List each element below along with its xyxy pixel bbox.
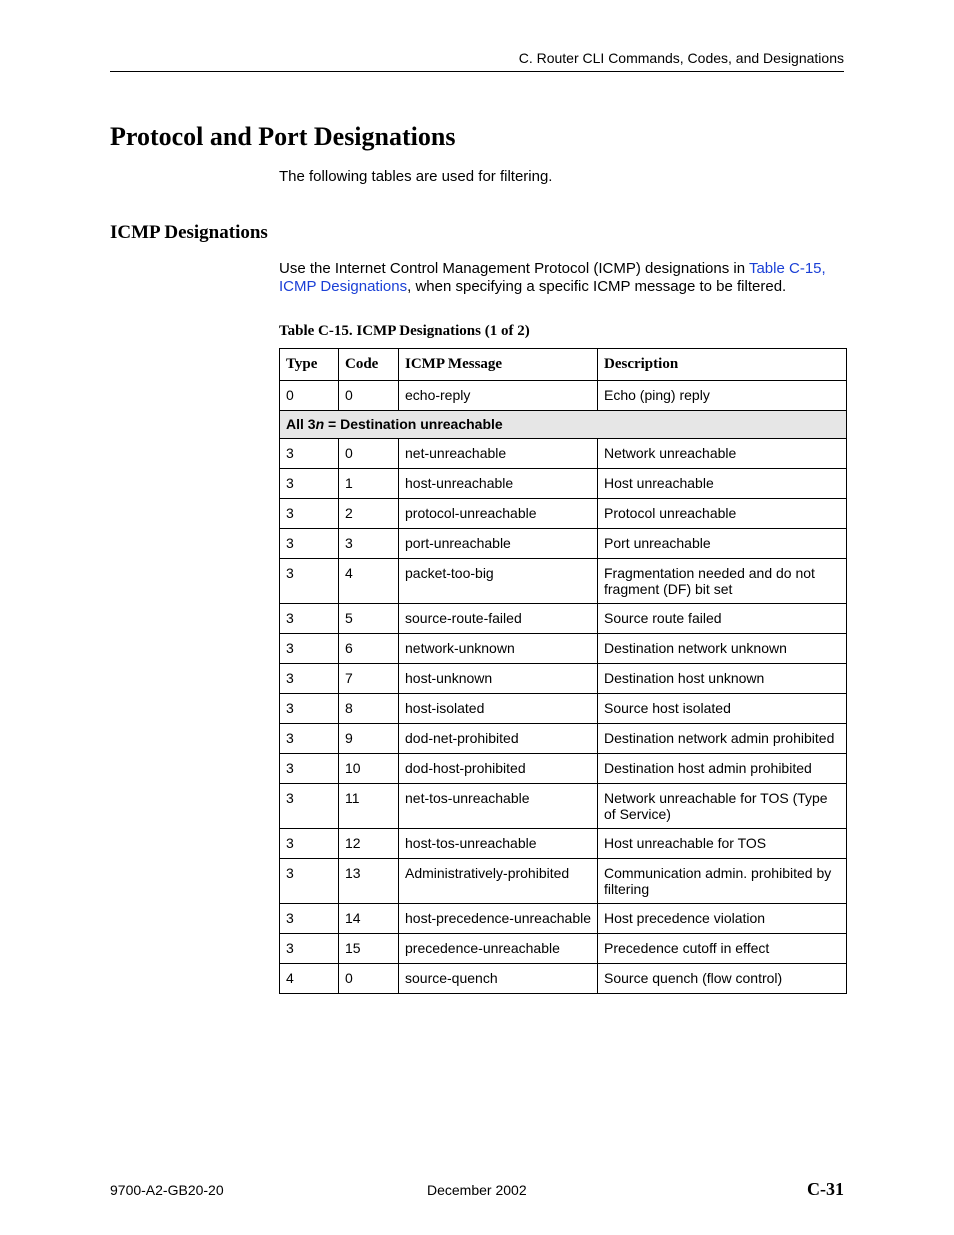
table-row (280, 499, 847, 529)
code-cell: 10 (339, 754, 399, 784)
paragraph-text-after: , when specifying a specific ICMP message to be filtered. (407, 278, 787, 295)
code-cell: 9 (339, 724, 399, 754)
icmp-message-cell: Administratively-prohibited (399, 859, 598, 904)
table-row (280, 469, 847, 499)
table-header-row (280, 349, 847, 381)
icmp-message-cell: precedence-unreachable (399, 934, 598, 964)
section-paragraph (279, 260, 845, 296)
description-cell: Port unreachable (598, 529, 847, 559)
table-caption: Table C-15. ICMP Designations (1 of 2) (279, 323, 530, 339)
icmp-message-cell: protocol-unreachable (399, 499, 598, 529)
type-cell: 3 (280, 469, 339, 499)
icmp-message-cell: host-tos-unreachable (399, 829, 598, 859)
type-cell: 3 (280, 664, 339, 694)
code-cell: 4 (339, 559, 399, 604)
footer-page-number: C-31 (807, 1179, 844, 1199)
column-header-type: Type (280, 349, 339, 381)
column-header-icmp-message: ICMP Message (399, 349, 598, 381)
group-row (280, 411, 847, 439)
group-label-variable: n (315, 416, 325, 432)
page-title: Protocol and Port Designations (110, 122, 456, 151)
type-cell: 3 (280, 904, 339, 934)
type-cell: 3 (280, 634, 339, 664)
table-row (280, 381, 847, 411)
group-label (280, 411, 847, 439)
description-cell: Protocol unreachable (598, 499, 847, 529)
code-cell: 15 (339, 934, 399, 964)
icmp-message-cell: source-route-failed (399, 604, 598, 634)
table-row (280, 604, 847, 634)
code-cell: 0 (339, 381, 399, 411)
table-row (280, 694, 847, 724)
type-cell: 3 (280, 559, 339, 604)
type-cell: 3 (280, 829, 339, 859)
group-label-prefix: All 3 (286, 416, 316, 432)
table-row (280, 439, 847, 469)
description-cell: Network unreachable (598, 439, 847, 469)
description-cell: Source quench (flow control) (598, 964, 847, 994)
type-cell: 4 (280, 964, 339, 994)
type-cell: 3 (280, 499, 339, 529)
column-header-code: Code (339, 349, 399, 381)
description-cell: Host unreachable (598, 469, 847, 499)
section-heading: ICMP Designations (110, 222, 268, 243)
description-cell: Network unreachable for TOS (Type of Service) (598, 784, 847, 829)
footer-date: December 2002 (427, 1182, 527, 1198)
description-cell: Precedence cutoff in effect (598, 934, 847, 964)
icmp-message-cell: network-unknown (399, 634, 598, 664)
code-cell: 2 (339, 499, 399, 529)
description-cell: Host unreachable for TOS (598, 829, 847, 859)
code-cell: 1 (339, 469, 399, 499)
code-cell: 12 (339, 829, 399, 859)
table-row (280, 664, 847, 694)
icmp-message-cell: source-quench (399, 964, 598, 994)
type-cell: 3 (280, 859, 339, 904)
table-row (280, 964, 847, 994)
icmp-message-cell: packet-too-big (399, 559, 598, 604)
footer-doc-number: 9700-A2-GB20-20 (110, 1182, 224, 1198)
description-cell: Destination host admin prohibited (598, 754, 847, 784)
table-row (280, 634, 847, 664)
description-cell: Echo (ping) reply (598, 381, 847, 411)
description-cell: Communication admin. prohibited by filtering (598, 859, 847, 904)
code-cell: 13 (339, 859, 399, 904)
type-cell: 3 (280, 724, 339, 754)
icmp-message-cell: host-unreachable (399, 469, 598, 499)
type-cell: 3 (280, 934, 339, 964)
description-cell: Destination network unknown (598, 634, 847, 664)
table-row (280, 559, 847, 604)
running-header: C. Router CLI Commands, Codes, and Designations (518, 50, 844, 66)
icmp-message-cell: host-unknown (399, 664, 598, 694)
icmp-message-cell: net-tos-unreachable (399, 784, 598, 829)
icmp-message-cell: net-unreachable (399, 439, 598, 469)
group-label-suffix: = Destination unreachable (324, 416, 503, 432)
type-cell: 3 (280, 439, 339, 469)
table-row (280, 934, 847, 964)
table-row (280, 784, 847, 829)
code-cell: 7 (339, 664, 399, 694)
column-header-description: Description (598, 349, 847, 381)
code-cell: 3 (339, 529, 399, 559)
code-cell: 11 (339, 784, 399, 829)
paragraph-text-before: Use the Internet Control Management Protocol (ICMP) designations in (279, 260, 749, 277)
code-cell: 0 (339, 964, 399, 994)
description-cell: Source host isolated (598, 694, 847, 724)
type-cell: 3 (280, 529, 339, 559)
icmp-message-cell: echo-reply (399, 381, 598, 411)
description-cell: Destination network admin prohibited (598, 724, 847, 754)
table-row (280, 859, 847, 904)
table-row (280, 904, 847, 934)
type-cell: 3 (280, 694, 339, 724)
table-reference-link[interactable]: Table C-15, ICMP Designations (279, 260, 826, 295)
table-row (280, 754, 847, 784)
type-cell: 3 (280, 604, 339, 634)
description-cell: Source route failed (598, 604, 847, 634)
icmp-designations-table (279, 348, 847, 994)
icmp-message-cell: host-isolated (399, 694, 598, 724)
table-row (280, 724, 847, 754)
type-cell: 0 (280, 381, 339, 411)
table-row (280, 829, 847, 859)
description-cell: Host precedence violation (598, 904, 847, 934)
code-cell: 6 (339, 634, 399, 664)
type-cell: 3 (280, 784, 339, 829)
description-cell: Fragmentation needed and do not fragment (DF) bit set (598, 559, 847, 604)
icmp-message-cell: host-precedence-unreachable (399, 904, 598, 934)
intro-text: The following tables are used for filtering. (279, 168, 553, 185)
description-cell: Destination host unknown (598, 664, 847, 694)
icmp-message-cell: dod-host-prohibited (399, 754, 598, 784)
code-cell: 8 (339, 694, 399, 724)
table-row (280, 529, 847, 559)
icmp-message-cell: dod-net-prohibited (399, 724, 598, 754)
code-cell: 5 (339, 604, 399, 634)
header-rule (110, 71, 844, 72)
code-cell: 0 (339, 439, 399, 469)
code-cell: 14 (339, 904, 399, 934)
type-cell: 3 (280, 754, 339, 784)
icmp-message-cell: port-unreachable (399, 529, 598, 559)
